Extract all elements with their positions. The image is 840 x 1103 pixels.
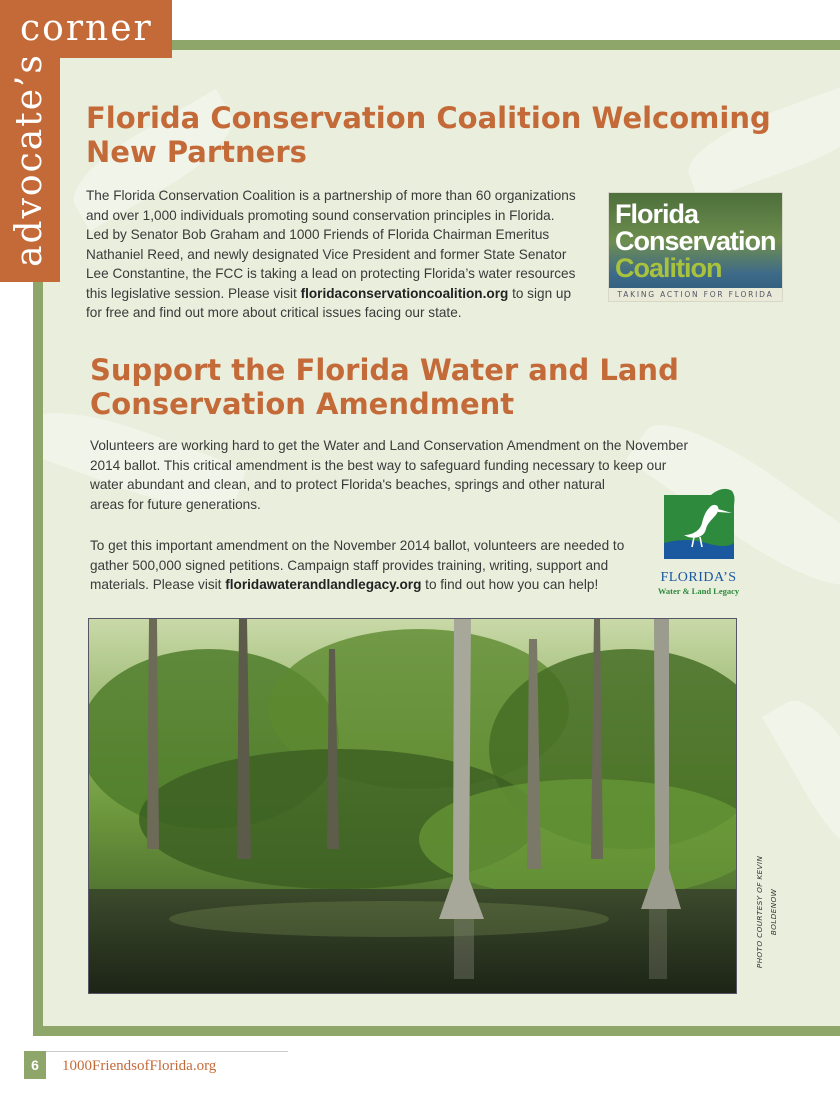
body-line bbox=[90, 575, 655, 595]
article-body-amendment-2 bbox=[90, 536, 655, 595]
body-line: To get this important amendment on the November 2014 ballot, volunteers are needed to bbox=[90, 538, 625, 553]
body-text-span: this legislative session. Please visit bbox=[86, 285, 301, 301]
section-label-corner: corner bbox=[20, 8, 153, 49]
body-text-span: to find out how you can help! bbox=[421, 577, 599, 592]
body-line: water abundant and clean, and to protect Florida's beaches, springs and other natural bbox=[90, 477, 605, 492]
title-line: New Partners bbox=[86, 135, 307, 169]
body-line: gather 500,000 signed petitions. Campaign staff provides training, writing, support and bbox=[90, 557, 609, 573]
water-land-legacy-logo bbox=[656, 487, 741, 597]
body-line: Nathaniel Reed, and newly designated Vice President and former State Senator bbox=[86, 246, 567, 262]
photo-credit: PHOTO COURTESY OF KEVIN BOLDENOW bbox=[755, 855, 778, 969]
cypress-swamp-photo bbox=[88, 618, 737, 994]
body-line: Led by Senator Bob Graham and 1000 Friends of Florida Chairman Emeritus bbox=[86, 227, 550, 242]
footer-website[interactable]: 1000FriendsofFlorida.org bbox=[62, 1058, 217, 1074]
body-line: Lee Constantine, the FCC is taking a lead on protecting Florida’s water resources bbox=[86, 266, 576, 281]
heron-emblem-icon bbox=[656, 487, 741, 569]
palm-leaf-decoration bbox=[762, 687, 840, 873]
fcc-logo-word: Florida bbox=[615, 199, 699, 229]
fcc-logo-word: Coalition bbox=[615, 253, 722, 283]
fcc-logo-tagline: TAKING ACTION FOR FLORIDA bbox=[609, 288, 782, 301]
footer-divider bbox=[46, 1051, 288, 1052]
article-title-coalition bbox=[86, 101, 771, 169]
body-text-span: to sign up bbox=[508, 285, 572, 301]
fcc-logo-word: Conservation bbox=[615, 226, 776, 256]
fcc-website-link[interactable]: floridaconservationcoalition.org bbox=[300, 285, 509, 301]
fcc-logo bbox=[608, 192, 783, 302]
body-line: 2014 ballot. This critical amendment is the best way to safeguard funding necessary to keep our bbox=[90, 457, 667, 473]
body-line: The Florida Conservation Coalition is a partnership of more than 60 organizations bbox=[86, 188, 576, 203]
legacy-logo-subname: Water & Land Legacy bbox=[657, 586, 740, 596]
body-line: and over 1,000 individuals promoting sound conservation principles in Florida. bbox=[86, 207, 555, 223]
title-line: Florida Conservation Coalition Welcoming bbox=[86, 101, 771, 135]
page-number: 6 bbox=[24, 1051, 46, 1079]
article-body-coalition bbox=[86, 186, 606, 323]
body-line: areas for future generations. bbox=[90, 496, 261, 512]
article-title-amendment bbox=[90, 353, 679, 421]
legacy-logo-name: FLORIDA’S bbox=[660, 570, 737, 585]
body-line bbox=[86, 284, 606, 304]
title-line: Conservation Amendment bbox=[90, 387, 515, 421]
body-text-span: materials. Please visit bbox=[90, 577, 226, 592]
swamp-photo-image bbox=[89, 619, 737, 994]
legacy-website-link[interactable]: floridawaterandlandlegacy.org bbox=[225, 577, 422, 592]
body-line: for free and find out more about critical issues facing our state. bbox=[86, 305, 462, 320]
section-label-advocates: advocate’s bbox=[9, 53, 50, 267]
body-line: Volunteers are working hard to get the Water and Land Conservation Amendment on the November bbox=[90, 438, 688, 453]
article-body-amendment bbox=[90, 436, 740, 514]
title-line: Support the Florida Water and Land bbox=[90, 353, 679, 387]
